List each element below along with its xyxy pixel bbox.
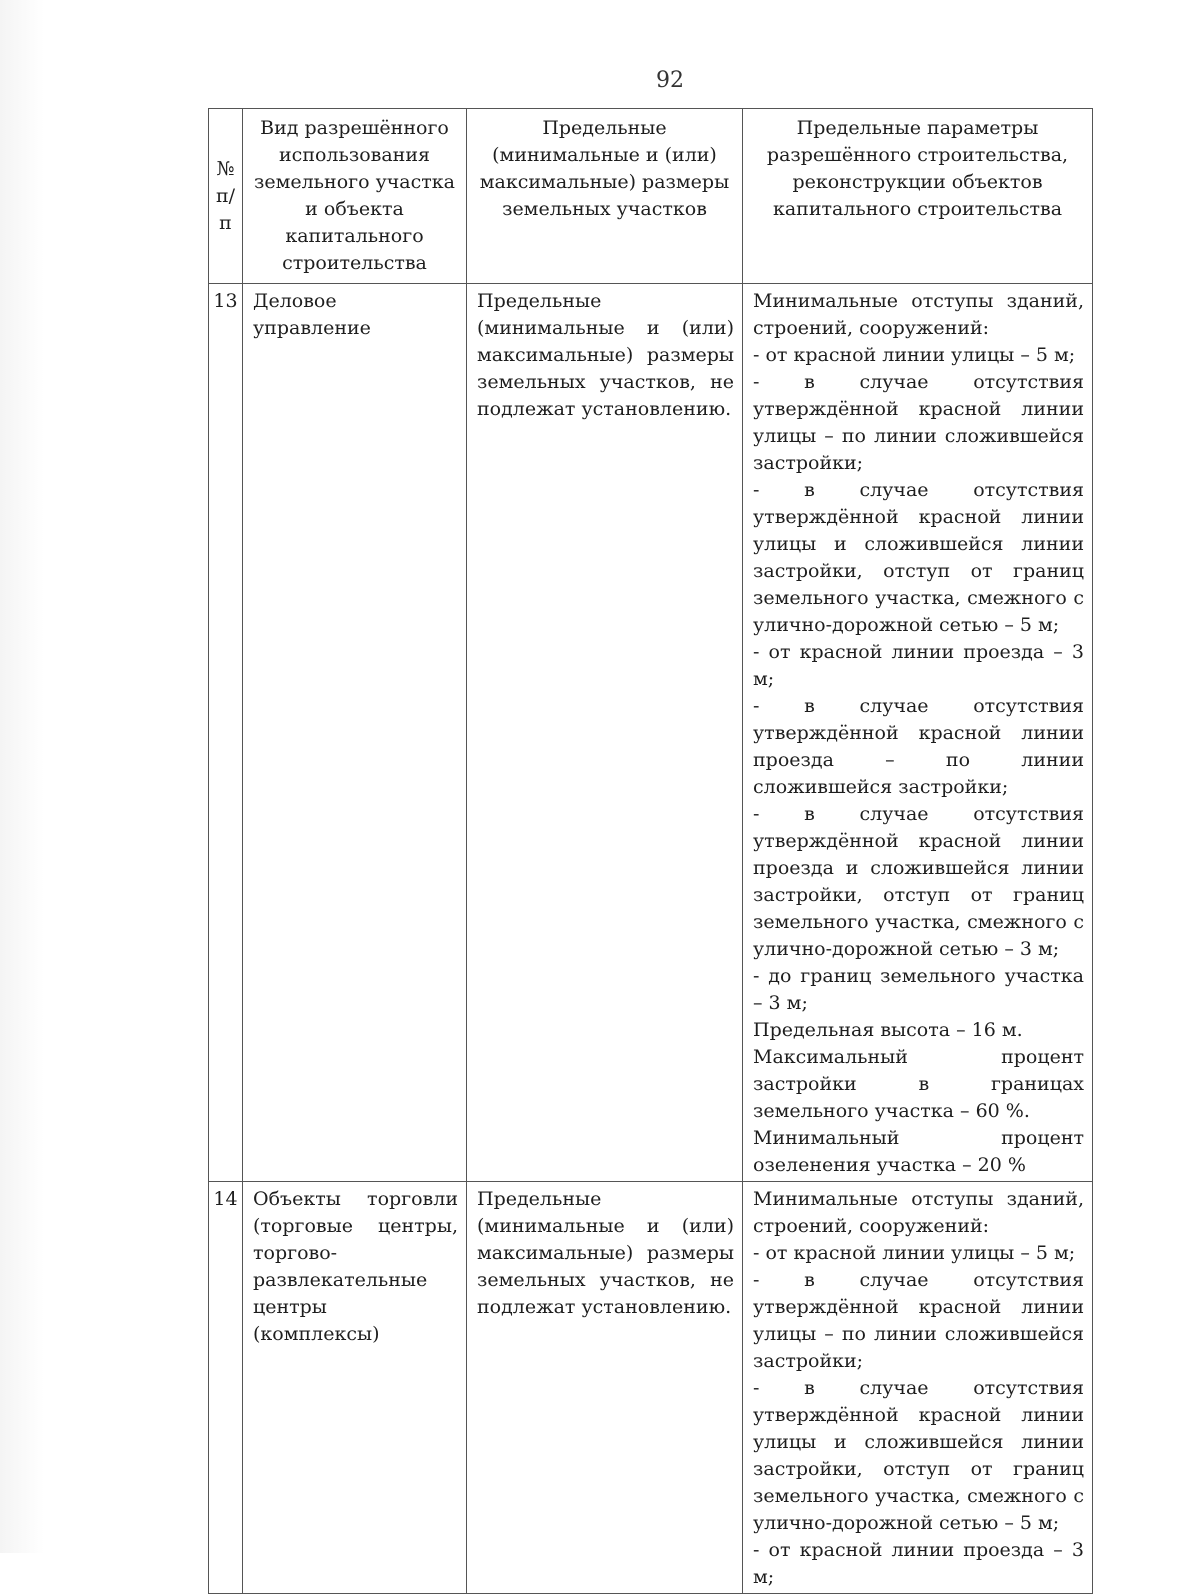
header-use-type: Вид разрешённого использования земельного участка и объекта капитального строительства	[243, 109, 467, 284]
row-use-type: Объекты торговли (торговые центры, торгово-развлекательные центры (комплексы)	[243, 1182, 467, 1594]
header-build-params: Предельные параметры разрешённого строительства, реконструкции объектов капитального строительства	[743, 109, 1093, 284]
row-number: 14	[209, 1182, 243, 1594]
header-plot-size: Предельные (минимальные и (или) максимальные) размеры земельных участков	[467, 109, 743, 284]
param-line: - до границ земельного участка – 3 м;	[753, 965, 1084, 1014]
param-line: Минимальный процент озеленения участка – 20 %	[753, 1127, 1084, 1176]
param-line: - в случае отсутствия утверждённой красной линии улицы – по линии сложившейся застройки;	[753, 1269, 1084, 1372]
param-line: - от красной линии улицы – 5 м;	[753, 344, 1076, 366]
row-use-type: Деловое управление	[243, 284, 467, 1182]
param-line: Минимальные отступы зданий, строений, сооружений:	[753, 290, 1084, 339]
page-number: 92	[656, 68, 684, 93]
param-line: Предельная высота – 16 м.	[753, 1019, 1023, 1041]
param-line: Минимальные отступы зданий, строений, сооружений:	[753, 1188, 1084, 1237]
table-row	[209, 284, 1093, 1182]
param-line: - от красной линии улицы – 5 м;	[753, 1242, 1076, 1264]
scan-edge	[0, 0, 44, 1553]
param-line: - в случае отсутствия утверждённой красной линии улицы и сложившейся линии застройки, отступ от границ земельного участка, смежного с улично-дорожной сетью – 5 м;	[753, 479, 1084, 636]
param-line: Максимальный процент застройки в границах земельного участка – 60 %.	[753, 1046, 1084, 1122]
table-row	[209, 1182, 1093, 1594]
table-header-row	[209, 109, 1093, 284]
row-build-params	[743, 1182, 1093, 1594]
param-line: - от красной линии проезда – 3 м;	[753, 1539, 1084, 1588]
header-number: № п/п	[209, 109, 243, 284]
regulations-table	[208, 108, 1093, 1594]
row-plot-size: Предельные (минимальные и (или) максимальные) размеры земельных участков, не подлежат установлению.	[467, 1182, 743, 1594]
param-line: - от красной линии проезда – 3 м;	[753, 641, 1084, 690]
param-line: - в случае отсутствия утверждённой красной линии проезда и сложившейся линии застройки, отступ от границ земельного участка, смежного с улично-дорожной сетью – 3 м;	[753, 803, 1084, 960]
row-number: 13	[209, 284, 243, 1182]
param-line: - в случае отсутствия утверждённой красной линии улицы и сложившейся линии застройки, отступ от границ земельного участка, смежного с улично-дорожной сетью – 5 м;	[753, 1377, 1084, 1534]
param-line: - в случае отсутствия утверждённой красной линии улицы – по линии сложившейся застройки;	[753, 371, 1084, 474]
row-build-params	[743, 284, 1093, 1182]
row-plot-size: Предельные (минимальные и (или) максимальные) размеры земельных участков, не подлежат установлению.	[467, 284, 743, 1182]
param-line: - в случае отсутствия утверждённой красной линии проезда – по линии сложившейся застройки;	[753, 695, 1084, 798]
